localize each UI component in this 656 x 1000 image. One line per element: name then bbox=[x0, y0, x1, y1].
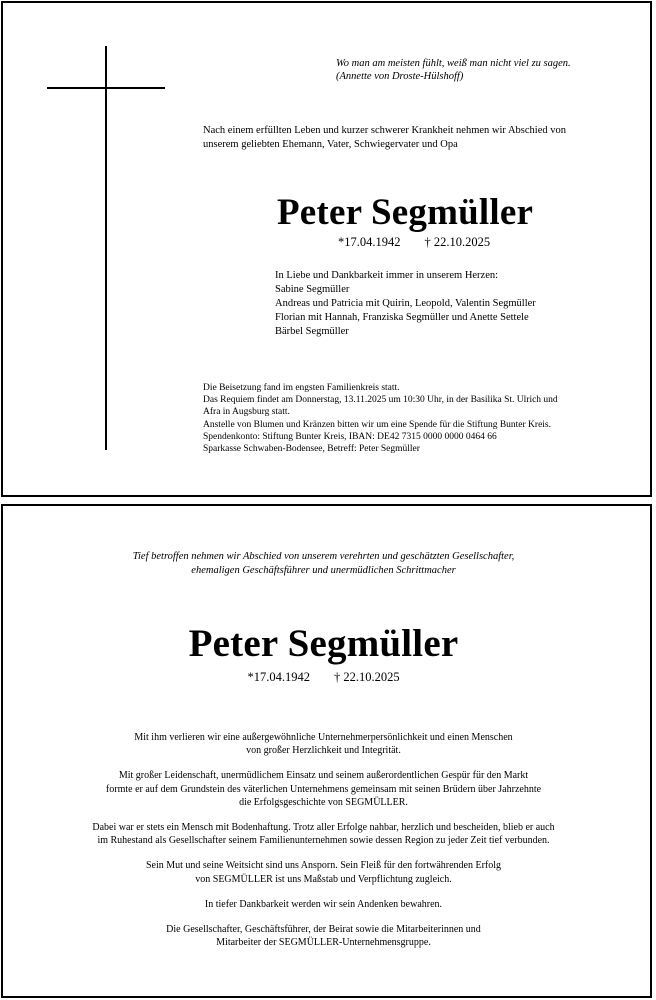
death-date: † 22.10.2025 bbox=[424, 235, 491, 249]
tribute-line: formte er auf dem Grundstein des väterlichen Unternehmens gemeinsam mit seinen Brüdern über Jahrzehnte bbox=[105, 783, 542, 795]
family-line: In Liebe und Dankbarkeit immer in unserem Herzen: bbox=[275, 270, 499, 281]
birth-date: *17.04.1942 bbox=[338, 235, 401, 249]
family-line: Sabine Segmüller bbox=[275, 284, 350, 295]
quote-author: (Annette von Droste-Hülshoff) bbox=[336, 71, 464, 82]
cross-icon-bar bbox=[47, 87, 165, 89]
family-line: Florian mit Hannah, Franziska Segmüller und Anette Settele bbox=[275, 312, 529, 323]
life-dates bbox=[0, 670, 647, 685]
notice-line: Anstelle von Blumen und Kränzen bitten wir um eine Spende für die Stiftung Bunter Kreis. bbox=[203, 419, 551, 430]
tribute-line: In tiefer Dankbarkeit werden wir sein Andenken bewahren. bbox=[204, 898, 443, 910]
notice-line: Afra in Augsburg statt. bbox=[203, 407, 290, 418]
tribute-paragraph bbox=[0, 821, 647, 847]
family-line: Andreas und Patricia mit Quirin, Leopold, Valentin Segmüller bbox=[275, 298, 536, 309]
notice-line: Spendenkonto: Stiftung Bunter Kreis, IBAN: DE42 7315 0000 0000 0464 66 bbox=[203, 431, 497, 442]
intro-line: unserem geliebten Ehemann, Vater, Schwiegervater und Opa bbox=[203, 139, 458, 150]
cross-icon bbox=[105, 46, 107, 450]
funeral-notice bbox=[203, 382, 558, 455]
tribute-paragraph bbox=[0, 859, 647, 885]
deceased-name: Peter Segmüller bbox=[277, 192, 534, 233]
company-lead bbox=[0, 550, 647, 578]
intro-line: Nach einem erfüllten Leben und kurzer schwerer Krankheit nehmen wir Abschied von bbox=[203, 125, 566, 136]
tribute-paragraph bbox=[0, 769, 647, 809]
tribute-line: im Ruhestand als Gesellschafter seinem Familienunternehmen sowie dessen Region zu jeder Zeit tief verbunden. bbox=[97, 835, 550, 847]
deceased-name: Peter Segmüller bbox=[188, 622, 459, 665]
birth-date: *17.04.1942 bbox=[247, 670, 310, 684]
family-line: Bärbel Segmüller bbox=[275, 326, 349, 337]
lead-line: Tief betroffen nehmen wir Abschied von unserem verehrten und geschätzten Gesellschafter, bbox=[132, 551, 515, 562]
tribute-line: von großer Herzlichkeit und Integrität. bbox=[246, 745, 401, 757]
tribute-line: von SEGMÜLLER ist uns Maßstab und Verpflichtung zugleich. bbox=[195, 873, 452, 885]
tribute-line: Mit großer Leidenschaft, unermüdlichem Einsatz und seinem außerordentlichen Gespür für den Markt bbox=[118, 770, 529, 782]
tribute-paragraph bbox=[0, 731, 647, 757]
notice-line: Die Beisetzung fand im engsten Familienkreis statt. bbox=[203, 383, 400, 393]
death-date: † 22.10.2025 bbox=[333, 670, 400, 684]
life-dates bbox=[338, 235, 490, 250]
family-list bbox=[275, 269, 536, 339]
notice-line: Sparkasse Schwaben-Bodensee, Betreff: Peter Segmüller bbox=[203, 444, 420, 455]
signature-line: Mitarbeiter der SEGMÜLLER-Unternehmensgruppe. bbox=[216, 937, 431, 949]
tribute-line: Sein Mut und seine Weitsicht sind uns Ansporn. Sein Fleiß für den fortwährenden Erfolg bbox=[145, 860, 502, 872]
quote-text: Wo man am meisten fühlt, weiß man nicht viel zu sagen. bbox=[336, 58, 571, 69]
intro-text bbox=[203, 124, 566, 152]
lead-line: ehemaligen Geschäftsführer und unermüdlichen Schrittmacher bbox=[191, 565, 456, 576]
tribute-line: die Erfolgsgeschichte von SEGMÜLLER. bbox=[239, 796, 408, 808]
signature-paragraph bbox=[0, 923, 647, 949]
company-tribute bbox=[0, 731, 647, 961]
tribute-paragraph bbox=[0, 898, 647, 911]
notice-line: Das Requiem findet am Donnerstag, 13.11.2025 um 10:30 Uhr, in der Basilika St. Ulrich und bbox=[203, 395, 558, 406]
quote bbox=[336, 57, 571, 83]
tribute-line: Dabei war er stets ein Mensch mit Bodenhaftung. Trotz aller Erfolge nahbar, herzlich und bescheiden, blieb er auch bbox=[92, 822, 555, 834]
tribute-line: Mit ihm verlieren wir eine außergewöhnliche Unternehmerpersönlichkeit und einen Menschen bbox=[134, 732, 513, 743]
signature-line: Die Gesellschafter, Geschäftsführer, der Beirat sowie die Mitarbeiterinnen und bbox=[166, 924, 481, 936]
